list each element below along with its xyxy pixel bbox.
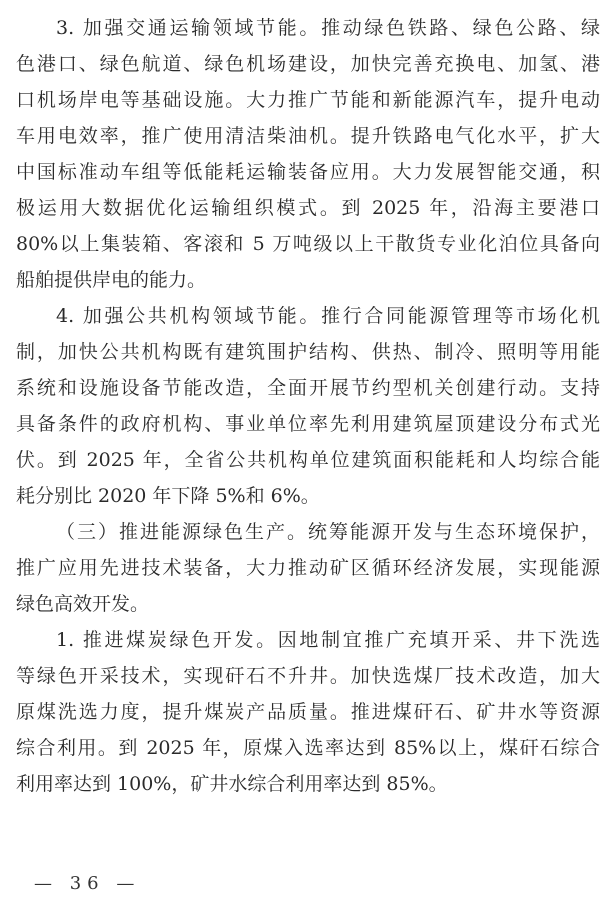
text-line: 原煤洗选力度，提升煤炭产品质量。推进煤矸石、矿井水等资源 (16, 701, 600, 723)
paragraph (16, 514, 600, 622)
text-line: 伏。到 2025 年，全省公共机构单位建筑面积能耗和人均综合能 (16, 449, 600, 471)
text-line: 1. 推进煤炭绿色开发。因地制宜推广充填开采、井下洗选 (56, 629, 600, 651)
text-line: 80%以上集装箱、客滚和 5 万吨级以上干散货专业化泊位具备向 (16, 233, 600, 255)
text-line: 系统和设施设备节能改造，全面开展节约型机关创建行动。支持 (16, 377, 600, 399)
page-number: — 36 — (34, 873, 141, 894)
text-line: 口机场岸电等基础设施。大力推广节能和新能源汽车，提升电动 (16, 89, 600, 111)
text-line: 推广应用先进技术装备，大力推动矿区循环经济发展，实现能源 (16, 557, 600, 579)
text-line: 船舶提供岸电的能力。 (16, 269, 207, 291)
text-line: 等绿色开采技术，实现矸石不升井。加快选煤厂技术改造，加大 (16, 665, 600, 687)
text-line: 色港口、绿色航道、绿色机场建设，加快完善充换电、加氢、港 (16, 53, 600, 75)
text-line: 极运用大数据优化运输组织模式。到 2025 年，沿海主要港口 (16, 197, 600, 219)
text-line: 中国标准动车组等低能耗运输装备应用。大力发展智能交通，积 (16, 161, 600, 183)
text-line: 利用率达到 100%，矿井水综合利用率达到 85%。 (16, 773, 448, 795)
text-line: 4. 加强公共机构领域节能。推行合同能源管理等市场化机 (56, 305, 600, 327)
document-body (16, 10, 600, 802)
text-line: （三）推进能源绿色生产。统筹能源开发与生态环境保护， (56, 521, 600, 543)
text-line: 车用电效率，推广使用清洁柴油机。提升铁路电气化水平，扩大 (16, 125, 600, 147)
text-line: 制，加快公共机构既有建筑围护结构、供热、制冷、照明等用能 (16, 341, 600, 363)
paragraph (16, 10, 600, 298)
paragraph (16, 298, 600, 514)
text-line: 综合利用。到 2025 年，原煤入选率达到 85%以上，煤矸石综合 (16, 737, 600, 759)
text-line: 耗分别比 2020 年下降 5%和 6%。 (16, 485, 320, 507)
text-line: 绿色高效开发。 (16, 593, 150, 615)
paragraph (16, 622, 600, 802)
text-line: 具备条件的政府机构、事业单位率先利用建筑屋顶建设分布式光 (16, 413, 600, 435)
text-line: 3. 加强交通运输领域节能。推动绿色铁路、绿色公路、绿 (56, 17, 600, 39)
